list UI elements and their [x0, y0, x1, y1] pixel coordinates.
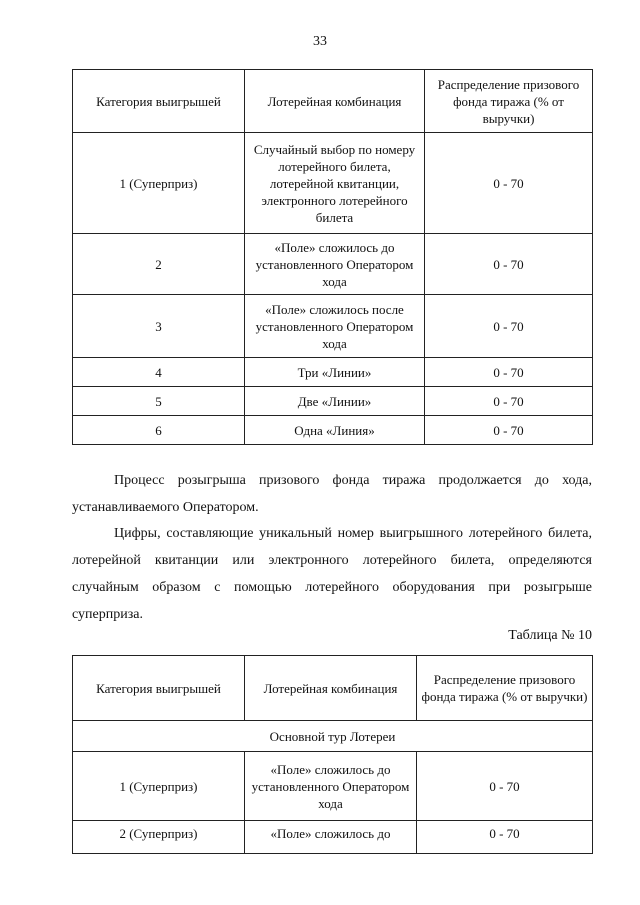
cell-category: 3 [73, 295, 245, 358]
cell-category: 2 [73, 234, 245, 295]
table-row [73, 821, 593, 854]
table-row [73, 416, 593, 445]
cell-combination: Две «Линии» [245, 387, 425, 416]
table-row [73, 358, 593, 387]
header-combination: Лотерейная комбинация [245, 656, 417, 721]
cell-distribution: 0 - 70 [417, 821, 593, 854]
table-header-row [73, 656, 593, 721]
section-row [73, 721, 593, 752]
cell-combination: Случайный выбор по номеру лотерейного билета, лотерейной квитанции, электронного лотерейного билета [245, 133, 425, 234]
table-row [73, 387, 593, 416]
paragraph-ticket-number: Цифры, составляющие уникальный номер выигрышного лотерейного билета, лотерейной квитанции или электронного лотерейного билета, определяются случайным образом с помощью лотерейного оборудования при розыгрыше суперприза. [72, 526, 592, 622]
table-caption: Таблица № 10 [508, 628, 592, 643]
table-row [73, 133, 593, 234]
paragraph-draw-process: Процесс розыгрыша призового фонда тиража продолжается до хода, устанавливаемого Оператором. [72, 473, 592, 515]
table-row [73, 295, 593, 358]
header-category: Категория выигрышей [73, 70, 245, 133]
cell-distribution: 0 - 70 [425, 295, 593, 358]
cell-combination: Три «Линии» [245, 358, 425, 387]
prize-table-1 [72, 69, 593, 445]
header-category: Категория выигрышей [73, 656, 245, 721]
cell-distribution: 0 - 70 [425, 416, 593, 445]
table-header-row [73, 70, 593, 133]
cell-distribution: 0 - 70 [425, 387, 593, 416]
cell-distribution: 0 - 70 [425, 358, 593, 387]
cell-combination: Одна «Линия» [245, 416, 425, 445]
cell-category: 2 (Суперприз) [73, 821, 245, 854]
header-distribution: Распределение призового фонда тиража (% от выручки) [417, 656, 593, 721]
cell-combination: «Поле» сложилось до установленного Оператором хода [245, 752, 417, 821]
table-row [73, 234, 593, 295]
header-distribution: Распределение призового фонда тиража (% от выручки) [425, 70, 593, 133]
cell-distribution: 0 - 70 [425, 133, 593, 234]
cell-distribution: 0 - 70 [417, 752, 593, 821]
page-number: 33 [313, 34, 327, 49]
cell-category: 4 [73, 358, 245, 387]
header-combination: Лотерейная комбинация [245, 70, 425, 133]
cell-category: 1 (Суперприз) [73, 752, 245, 821]
cell-category: 5 [73, 387, 245, 416]
cell-combination: «Поле» сложилось после установленного Оператором хода [245, 295, 425, 358]
prize-table-10 [72, 655, 593, 854]
section-title: Основной тур Лотереи [73, 721, 593, 752]
cell-combination: «Поле» сложилось до установленного Оператором хода [245, 234, 425, 295]
cell-category: 6 [73, 416, 245, 445]
table-row [73, 752, 593, 821]
cell-category: 1 (Суперприз) [73, 133, 245, 234]
cell-combination: «Поле» сложилось до [245, 821, 417, 854]
cell-distribution: 0 - 70 [425, 234, 593, 295]
